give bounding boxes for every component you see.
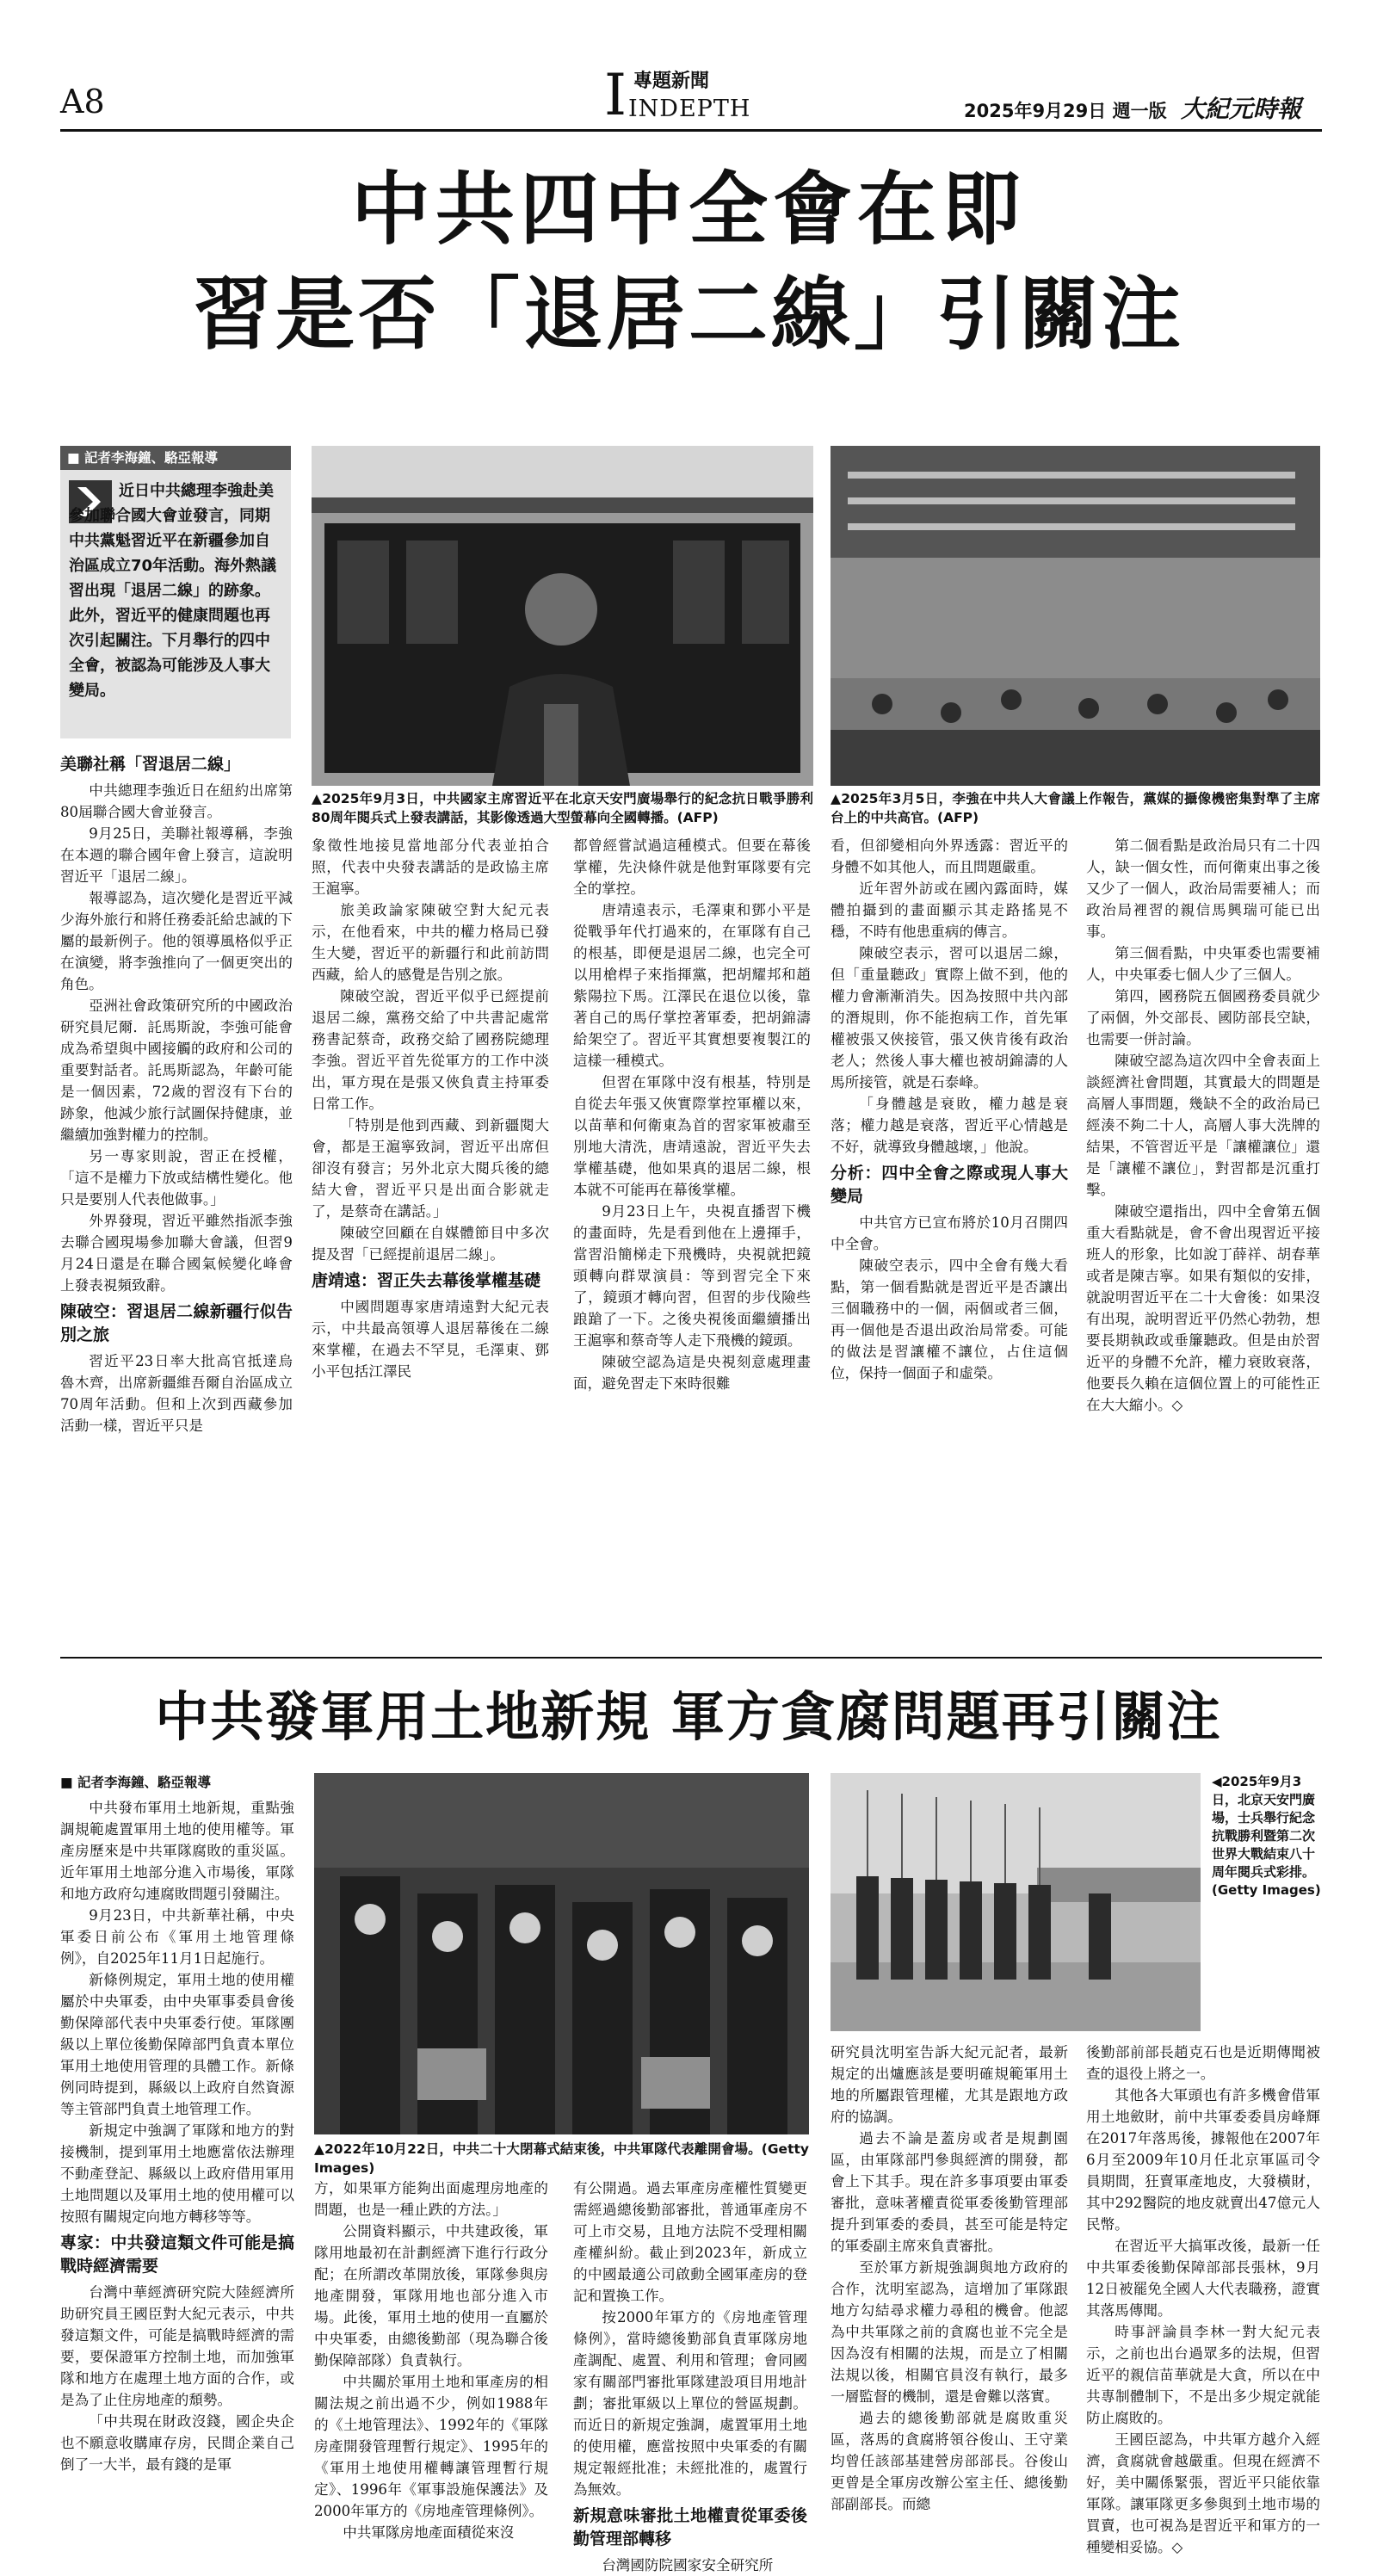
subheading: 分析：四中全會之際或現人事大變局: [831, 1164, 1068, 1206]
story1-lead: 近日中共總理李強赴美參加聯合國大會並發言，同期中共黨魁習近平在新疆參加自治區成立70年活動。海外熱議習出現「退居二線」的跡象。此外，習近平的健康問題也再次引起關注。下月舉行的四中全會，被認為可能涉及人事大變局。: [69, 482, 277, 700]
body-paragraph: 習近平23日率大批高官抵達烏魯木齊，出席新疆維吾爾自治區成立70周年活動。但和上次到西藏參加活動一樣，習近平只是: [60, 1353, 293, 1434]
story-divider: [60, 1657, 1322, 1659]
body-paragraph: 台灣中華經濟研究院大陸經濟所助研究員王國臣對大紀元表示，中共發這類文件，可能是搞戰時經濟的需要，要保證軍方控制土地，而加強軍隊和地方在處理土地方面的合作，或是為了止住房地產的頹勢。: [60, 2284, 294, 2408]
story2-column-2: [314, 2178, 548, 2541]
body-paragraph: 外界發現，習近平雖然指派李強去聯合國現場參加聯大會議，但習9月24日還是在聯合國氣候變化峰會上發表視頻致辭。: [60, 1213, 293, 1294]
body-paragraph: 中共總理李強近日在紐約出席第80屆聯合國大會並發言。: [60, 782, 293, 820]
body-paragraph: 近年習外訪或在國內露面時，媒體拍攝到的畫面顯示其走路搖晃不穩，不時有他患重病的傳言。: [831, 880, 1068, 940]
story1-headline-1: 中共四中全會在即: [350, 164, 1026, 256]
story1-byline: ■ 記者李海鐘、駱亞報導: [60, 446, 291, 470]
body-paragraph: 「身體越是衰敗，權力越是衰落；權力越是衰落，習近平心情越是不好，就導致身體越壞，」他說。: [831, 1096, 1068, 1155]
subheading: 美聯社稱「習退居二線」: [60, 755, 241, 774]
body-paragraph: 陳破空說，習近平似乎已經提前退居二線，黨務交給了中共書記處常務書記蔡奇，政務交給了國務院總理李強。習近平首先從軍方的工作中淡出，軍方現在是張又俠負責主持軍委日常工作。: [312, 988, 549, 1112]
story1-headline-2: 習是否「退居二線」引關注: [192, 269, 1184, 361]
story1-column-4: [831, 835, 1068, 1644]
story2-column-1: [60, 1797, 294, 2496]
body-paragraph: 陳破空認為這是央視刻意處理畫面，避免習走下來時很難: [573, 1354, 811, 1392]
body-paragraph: 陳破空回顧在自媒體節目中多次提及習「已經提前退居二線」。: [312, 1225, 549, 1263]
body-paragraph: 過去的總後勤部就是腐敗重災區，落馬的貪腐將領谷俊山、王守業均曾任該部基建營房部部長。谷俊山更曾是全軍房改辦公室主任、總後勤部副部長。而總: [831, 2410, 1068, 2512]
body-paragraph: 旅美政論家陳破空對大紀元表示，在他看來，中共的權力格局已發生大變，習近平的新疆行和此前訪問西藏，給人的感覺是告別之旅。: [312, 902, 549, 983]
body-paragraph: 台灣國防院國家安全研究所: [602, 2557, 774, 2573]
body-paragraph: 象徵性地接見當地部分代表並拍合照，代表中央發表講話的是政協主席王滬寧。: [312, 837, 549, 897]
page-number: A8: [60, 83, 105, 120]
body-paragraph: 方，如果軍方能夠出面處理房地產的問題，也是一種止跌的方法。」: [314, 2180, 548, 2218]
body-paragraph: 亞洲社會政策研究所的中國政治研究員尼爾．託馬斯說，李強可能會成為希望與中國接觸的政府和公司的重要對話者。託馬斯認為，年齡可能是一個因素，72歲的習沒有下台的跡象，他減少旅行試圖保持健康，並繼續加強對權力的控制。: [60, 998, 293, 1143]
issue-date: 2025年9月29日 週一版: [964, 101, 1167, 121]
subheading: 專家：中共發這類文件可能是搞戰時經濟需要: [60, 2233, 294, 2276]
body-paragraph: 報導認為，這次變化是習近平減少海外旅行和將任務委託給忠誠的下屬的最新例子。他的領導風格似乎正在演變，將李強推向了一個更突出的角色。: [60, 890, 293, 992]
body-paragraph: 9月23日上午，央視直播習下機的畫面時，先是看到他在上邊揮手，當習沿簡梯走下飛機時，央視就把鏡頭轉向群眾演員：等到習完全下來了，鏡頭才轉向習，但習的步伐險些踉蹌了一下。之後央視後面繼續播出王滬寧和蔡奇等人走下飛機的鏡頭。: [573, 1203, 811, 1349]
body-paragraph: 在習近平大搞軍改後，最新一任中共軍委後勤保障部部長張林，9月12日被罷免全國人大代表職務，證實其落馬傳聞。: [1086, 2238, 1320, 2319]
body-paragraph: 9月25日，美聯社報導稱，李強在本週的聯合國年會上發言，這說明習近平「退居二線」。: [60, 825, 293, 885]
story2-byline: ■ 記者李海鐘、駱亞報導: [60, 1775, 212, 1790]
body-paragraph: 都曾經嘗試過這種模式。但要在幕後掌權，先決條件就是他對軍隊要有完全的掌控。: [573, 837, 811, 897]
body-paragraph: 時事評論員李林一對大紀元表示，之前也出台過眾多的法規，但習近平的親信苗華就是大貪，所以在中共專制體制下，不是出多少規定就能防止腐敗的。: [1086, 2324, 1320, 2426]
subheading: 唐靖遠：習正失去幕後掌權基礎: [312, 1271, 541, 1290]
photo-xi-screen-caption: ▲2025年9月3日，中共國家主席習近平在北京天安門廣場舉行的紀念抗日戰爭勝利80周年閱兵式上發表講話，其影像透過大型螢幕向全國轉播。(AFP): [312, 791, 813, 825]
body-paragraph: 另一專家則說，習正在授權，「這不是權力下放或結構性變化。他只是要別人代表他做事。」: [60, 1148, 293, 1208]
body-paragraph: 王國臣認為，中共軍方越介入經濟，貪腐就會越嚴重。但現在經濟不好，美中關係緊張，習近平只能依靠軍隊。讓軍隊更多參與到土地市場的買賣，也可視為是習近平和軍方的一種變相妥協。◇: [1086, 2431, 1320, 2555]
body-paragraph: 中共官方已宣布將於10月召開四中全會。: [831, 1214, 1068, 1252]
body-paragraph: 9月23日，中共新華社稱，中央軍委日前公布《軍用土地管理條例》，自2025年11月1日起施行。: [60, 1907, 294, 1967]
body-paragraph: 第三個看點，中央軍委也需要補人，中央軍委七個人少了三個人。: [1086, 945, 1320, 983]
body-paragraph: 「中共現在財政沒錢，國企央企也不願意收購庫存房，民間企業自己倒了一大半，最有錢的是軍: [60, 2413, 294, 2473]
story2-column-4: [831, 2042, 1068, 2512]
body-paragraph: 第二個看點是政治局只有二十四人，缺一個女性，而何衛東出事之後又少了一個人，政治局需要補人；而政治局裡習的親信馬興瑞可能已出事。: [1086, 837, 1320, 940]
photo-parade-rehearsal: [831, 1773, 1201, 2031]
body-paragraph: 陳破空表示，四中全會有幾大看點，第一個看點就是習近平是否讓出三個職務中的一個，兩個或者三個，再一個他是否退出政治局常委。可能的做法是習讓權不讓位，占住這個位，保持一個面子和虛榮。: [831, 1257, 1068, 1381]
masthead-rule: [60, 129, 1322, 132]
story1-column-3: [573, 835, 811, 1644]
body-paragraph: 至於軍方新規強調與地方政府的合作，沈明室認為，這增加了軍隊跟地方勾結尋求權力尋租的機會。他認為中共軍隊之前的貪腐也並不完全是因為沒有相關的法規，而是立了相關法規以後，相關官員沒有執行，最多一層監督的機制，還是會難以落實。: [831, 2259, 1068, 2405]
body-paragraph: 中共關於軍用土地和軍產房的相關法規之前出過不少，例如1988年的《土地管理法》、1992年的《軍隊房產開發管理暫行規定》、1995年的《軍用土地使用權轉讓管理暫行規定》、1996年《軍事設施保護法》及2000年軍方的《房地產管理條例》。: [314, 2374, 548, 2519]
body-paragraph: 第四，國務院五個國務委員就少了兩個，外交部長、國防部長空缺，也需要一併討論。: [1086, 988, 1320, 1047]
section-label: I 專題新聞 INDEPTH: [604, 62, 751, 128]
story2-column-5: [1086, 2042, 1320, 2555]
section-cn: 專題新聞: [633, 71, 710, 92]
body-paragraph: 有公開過。過去軍產房產權性質變更需經過總後勤部審批，普通軍產房不可上市交易，且地方法院不受理相關產權糾紛。截止到2023年，新成立的中國最適公司啟動全國軍產房的登記和置換工作。: [573, 2180, 807, 2304]
story1-column-5: [1086, 835, 1320, 1644]
body-paragraph: 公開資料顯示，中共建政後，軍隊用地最初在計劃經濟下進行行政分配；在所謂改革開放後，軍隊參與房地產開發，軍隊用地也部分進入市場。此後，軍用土地的使用一直屬於中央軍委，由總後勤部（現為聯合後勤保障部隊）負責執行。: [314, 2223, 548, 2369]
body-paragraph: 「特別是他到西藏、到新疆閱大會，都是王滬寧致詞，習近平出席但卻沒有發言；另外北京大閱兵後的總結大會，習近平只是出面合影就走了，是蔡奇在講話。」: [312, 1117, 549, 1220]
photo-npc-hall-caption: ▲2025年3月5日，李強在中共人大會議上作報告，黨媒的攝像機密集對準了主席台上的中共高官。(AFP): [831, 791, 1320, 825]
body-paragraph: 陳破空還指出，四中全會第五個重大看點就是，會不會出現習近平接班人的形象，比如說丁薛祥、胡春華或者是陳吉寧。如果有類似的安排，就說明習近平在二十大會後：如果沒有出現，說明習近平仍然心勃勃，想要長期執政或垂簾聽政。但是由於習近平的身體不允許，權力衰敗衰落，他要長久賴在這個位置上的可能性正在大大縮小。◇: [1086, 1203, 1320, 1413]
body-paragraph: 中國問題專家唐靖遠對大紀元表示，中共最高領導人退居幕後在二線來掌權，在過去不罕見，毛澤東、鄧小平包括江澤民: [312, 1299, 549, 1380]
body-paragraph: 後勤部前部長趙克石也是近期傳聞被查的退役上將之一。: [1086, 2044, 1320, 2082]
body-paragraph: 中共發布軍用土地新規，重點強調規範處置軍用土地的使用權等。軍產房歷來是中共軍隊腐敗的重災區。近年軍用土地部分進入市場後，軍隊和地方政府勾連腐敗問題引發關注。: [60, 1800, 294, 1902]
body-paragraph: 新規定中強調了軍隊和地方的對接機制，提到軍用土地應當依法辦理不動產登記、縣級以上政府借用軍用土地問題以及軍用土地的使用權可以按照有關規定向地方轉移等等。: [60, 2122, 294, 2225]
story1-column-2: [312, 835, 549, 1644]
photo-npc-hall: [831, 446, 1320, 786]
story2-headline: 中共發軍用土地新規 軍方貪腐問題再引關注: [155, 1685, 1222, 1748]
body-paragraph: 其他各大軍頭也有許多機會借軍用土地斂財，前中共軍委委員房峰輝在2017年落馬後，據報他在2007年6月至2009年10月任北京軍區司令員期間，狂賣軍產地皮，大發橫財，其中292醫院的地皮就賣出47億元人民幣。: [1086, 2087, 1320, 2233]
photo-parade-rehearsal-caption: ◀2025年9月3日，北京天安門廣場，士兵舉行紀念抗戰勝利暨第二次世界大戰結束八十周年閱兵式彩排。(Getty Images): [1212, 1774, 1321, 1898]
body-paragraph: 研究員沈明室告訴大紀元記者，最新規定的出爐應該是要明確規範軍用土地的所屬跟管理權，尤其是跟地方政府的協調。: [831, 2044, 1068, 2125]
subheading: 陳破空：習退居二線新疆行似告別之旅: [60, 1302, 293, 1344]
body-paragraph: 陳破空認為這次四中全會表面上談經濟社會問題，其實最大的問題是高層人事問題，幾缺不全的政治局已經湊不夠二十人，高層人事大洗牌的結果，不管習近平是「讓權讓位」還是「讓權不讓位」，對習都是沉重打擊。: [1086, 1053, 1320, 1198]
body-paragraph: 陳破空表示，習可以退居二線，但「重量聽政」實際上做不到，他的權力會漸漸消失。因為按照中共內部的潛規則，你不能抱病工作，首先軍權被張又俠接管，張又俠肯後有政治老人；然後人事大權也被胡錦濤的人馬所接管，就是石泰峰。: [831, 945, 1068, 1090]
body-paragraph: 新條例規定，軍用土地的使用權屬於中央軍委，由中央軍事委員會後勤保障部代表中央軍委行使。軍隊團級以上單位後勤保障部門負責本單位軍用土地使用管理的具體工作。新條例同時提到，縣級以上政府自然資源等主管部門負責土地管理工作。: [60, 1972, 294, 2117]
body-paragraph: 唐靖遠表示，毛澤東和鄧小平是從戰爭年代打過來的，在軍隊有自己的根基，即便是退居二線，也完全可以用槍桿子來指揮黨，把胡耀邦和趙紫陽拉下馬。江澤民在退位以後，靠著自己的馬仔掌控著軍委，把胡錦濤給架空了。習近平其實想要複製江的這樣一種模式。: [573, 902, 811, 1069]
story1-lead-box: [60, 446, 291, 738]
story1-column-1: [60, 749, 293, 1644]
body-paragraph: 過去不論是蓋房或者是規劃園區，由軍隊部門參與經濟的開發，都會上下其手。現在許多事項要由軍委審批，意味著權責從軍委後勤管理部提升到軍委的委員，甚至可能是特定的軍委副主席來負責審批。: [831, 2130, 1068, 2254]
body-paragraph: 看，但卻變相向外界透露：習近平的身體不如其他人，而且問題嚴重。: [831, 837, 1068, 875]
subheading: 新規意味審批土地權責從軍委後勤管理部轉移: [573, 2506, 807, 2548]
body-paragraph: 中共軍隊房地產面積從來沒: [343, 2524, 515, 2541]
photo-xi-screen: [312, 446, 813, 786]
photo-pla-delegates: [314, 1773, 809, 2134]
photo-pla-delegates-caption: ▲2022年10月22日，中共二十大閉幕式結束後，中共軍隊代表離開會場。(Getty Images): [314, 2141, 809, 2176]
body-paragraph: 但習在軍隊中沒有根基，特別是自從去年張又俠實際掌控軍權以來，以苗華和何衛東為首的習家軍被肅至別地大清洗，唐靖遠說，習近平失去掌權基礎，他如果真的退居二線，根本就不可能再在幕後掌權。: [573, 1074, 811, 1198]
body-paragraph: 按2000年軍方的《房地產管理條例》，當時總後勤部負責軍隊房地產調配、處置、利用和管理；會同國家有關部門審批軍隊建設項目用地計劃；審批軍級以上單位的營區規劃。而近日的新規定強調，處置軍用土地的使用權，應當按照中央軍委的有關規定報經批准；未經批准的，處置行為無效。: [573, 2309, 807, 2498]
section-en: INDEPTH: [628, 96, 751, 122]
story2-column-3: [573, 2178, 807, 2573]
paper-logo: 大紀元時報: [1181, 95, 1302, 123]
